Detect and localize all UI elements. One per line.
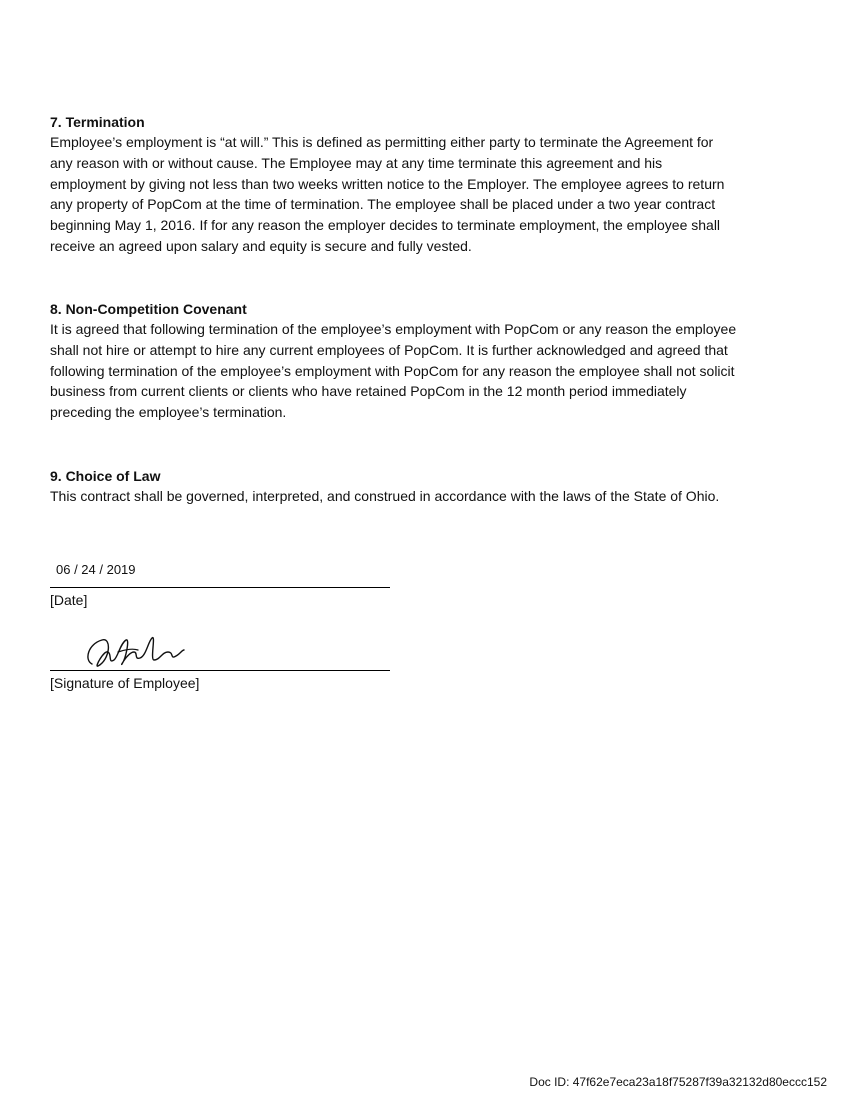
- section-heading: 7. Termination: [50, 114, 145, 130]
- section-line: business from current clients or clients who have retained PopCom in the 12 month period immediately: [50, 383, 687, 400]
- section-line: receive an agreed upon salary and equity is secure and fully vested.: [50, 237, 472, 254]
- section-line: following termination of the employee’s employment with PopCom for any reason the employee shall not solicit: [50, 362, 735, 379]
- date-label: [Date]: [50, 592, 88, 608]
- section-choice-of-law: [50, 466, 810, 507]
- signature-image[interactable]: [78, 630, 188, 674]
- section-line: This contract shall be governed, interpreted, and construed in accordance with the laws of the State of Ohio.: [50, 488, 720, 504]
- signature-line: [50, 670, 390, 671]
- section-line: It is agreed that following termination of the employee’s employment with PopCom or any reason the employee: [50, 321, 737, 337]
- section-line: preceding the employee’s termination.: [50, 404, 287, 421]
- signature-label: [Signature of Employee]: [50, 675, 200, 691]
- section-line: Employee’s employment is “at will.” This is defined as permitting either party to terminate the Agreement for: [50, 134, 714, 150]
- section-termination: [50, 112, 810, 257]
- section-heading: 9. Choice of Law: [50, 468, 161, 484]
- doc-id: Doc ID: 47f62e7eca23a18f75287f39a32132d80eccc152: [529, 1075, 827, 1089]
- section-non-competition: [50, 299, 810, 423]
- section-line: beginning May 1, 2016. If for any reason the employer decides to terminate employment, the employee shall: [50, 217, 721, 234]
- section-line: shall not hire or attempt to hire any current employees of PopCom. It is further acknowledged and agreed that: [50, 341, 728, 358]
- section-line: any reason with or without cause. The Employee may at any time terminate this agreement and his: [50, 154, 663, 171]
- section-line: any property of PopCom at the time of termination. The employee shall be placed under a two year contract: [50, 196, 716, 213]
- section-heading: 8. Non-Competition Covenant: [50, 301, 247, 317]
- section-line: employment by giving not less than two weeks written notice to the Employer. The employee agrees to return: [50, 175, 725, 192]
- date-value[interactable]: 06 / 24 / 2019: [56, 562, 136, 577]
- date-line: [50, 587, 390, 588]
